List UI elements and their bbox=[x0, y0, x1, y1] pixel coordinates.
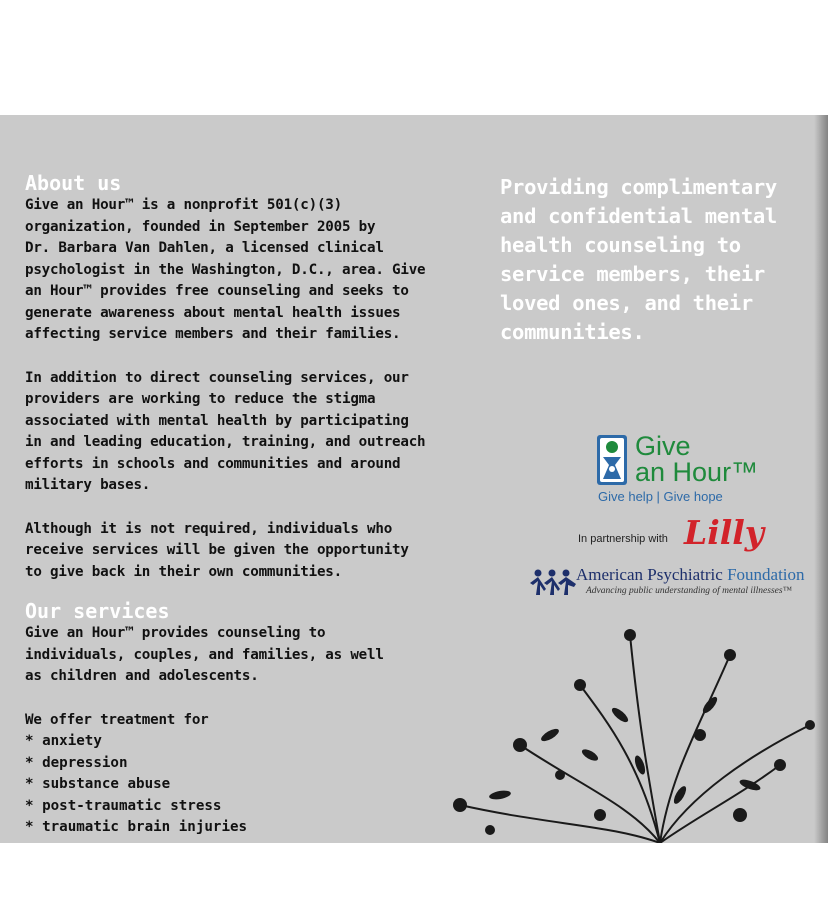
treatment-item: * substance abuse bbox=[25, 776, 171, 792]
about-paragraph-3: Although it is not required, individuals who receive services will be given the opportunity to give back in their own communities. bbox=[25, 520, 409, 580]
services-heading: Our services bbox=[25, 599, 170, 623]
tagline: Providing complimentary and confidential mental health counseling to service members, their loved ones, and their communities. bbox=[500, 175, 777, 344]
partnership-label: In partnership with bbox=[578, 533, 668, 545]
about-paragraph-2: In addition to direct counseling services, our providers are working to reduce the stigma associated with mental health by participating in and leading education, training, and outreach efforts in schools and communities and around military bases. bbox=[25, 369, 426, 493]
services-paragraph: Give an Hour™ provides counseling to individuals, couples, and families, as well as children and adolescents. bbox=[25, 625, 384, 684]
lilly-logo: Lilly bbox=[684, 513, 764, 552]
left-column bbox=[25, 171, 465, 839]
hourglass-figure-icon bbox=[597, 435, 627, 485]
give-an-hour-name: Give an Hour™ bbox=[635, 431, 759, 487]
about-paragraph-1: Give an Hour™ is a nonprofit 501(c)(3) organization, founded in September 2005 by Dr. Barbara Van Dahlen, a licensed clinical psychologist in the Washington, D.C., area. Give an Hour™ provides free counseling and seeks to generate awareness about mental health issues affecting service members and their families. bbox=[25, 197, 426, 342]
apf-slogan: Advancing public understanding of mental illnesses™ bbox=[586, 586, 792, 596]
about-heading: About us bbox=[25, 171, 122, 195]
treatment-intro: We offer treatment for bbox=[25, 711, 209, 728]
linked-figures-icon bbox=[530, 567, 576, 597]
apf-name: American Psychiatric Foundation bbox=[576, 565, 805, 584]
treatment-list bbox=[25, 731, 465, 839]
wildflower-plant-image bbox=[400, 615, 828, 843]
give-an-hour-slogan: Give help | Give hope bbox=[598, 489, 723, 504]
treatment-item: * traumatic brain injuries bbox=[25, 819, 248, 835]
treatment-item: * post-traumatic stress bbox=[25, 797, 222, 814]
brochure-panel bbox=[0, 115, 828, 843]
treatment-item: * depression bbox=[25, 754, 128, 771]
treatment-item: * anxiety bbox=[25, 733, 102, 749]
